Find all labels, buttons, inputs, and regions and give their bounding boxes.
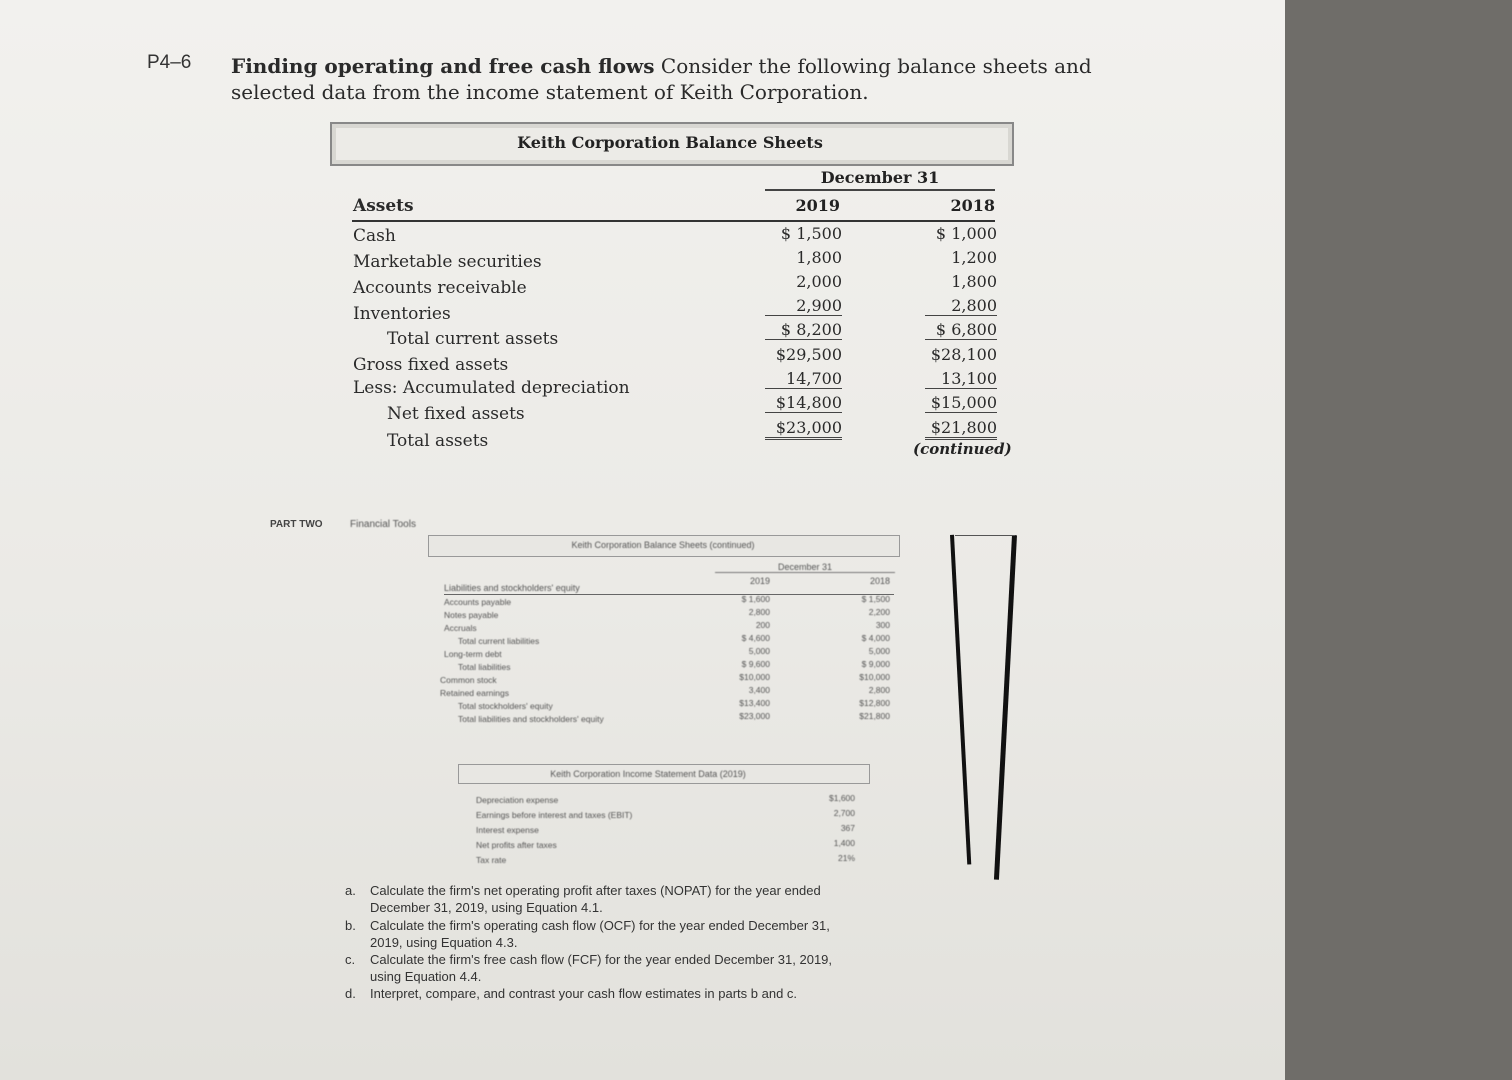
page-edge-top <box>955 535 1015 536</box>
liability-value-2019: $13,400 <box>739 698 770 708</box>
income-row-label: Depreciation expense <box>476 795 559 805</box>
asset-value-2019: 1,800 <box>796 248 842 267</box>
asset-value-2019: 2,000 <box>796 272 842 291</box>
liability-value-2019: $ 9,600 <box>741 659 770 669</box>
liability-value-2019: 5,000 <box>748 646 770 656</box>
liability-value-2019: $ 4,600 <box>741 633 770 643</box>
asset-value-2019: $29,500 <box>775 345 842 364</box>
asset-row-label: Cash <box>353 226 396 246</box>
liability-row-label: Notes payable <box>444 610 499 620</box>
liability-row-label: Retained earnings <box>440 688 509 698</box>
liab-year-2018: 2018 <box>869 576 890 586</box>
liability-row-label: Common stock <box>440 675 497 685</box>
assets-header-rule <box>352 220 995 222</box>
question-text-line2: using Equation 4.4. <box>370 969 482 984</box>
question-letter: c. <box>345 952 356 967</box>
problem-number: P4–6 <box>147 52 192 73</box>
liab-year-2019: 2019 <box>749 576 770 586</box>
liability-row-label: Total liabilities and stockholders' equity <box>458 714 604 724</box>
income-row-value: 21% <box>837 853 855 863</box>
question-letter: b. <box>345 918 356 933</box>
asset-value-2018: $ 1,000 <box>935 224 997 243</box>
income-row-label: Net profits after taxes <box>476 840 557 850</box>
question-text-line1: Calculate the firm's operating cash flow (OCF) for the year ended December 31, <box>370 918 830 933</box>
asset-row-label: Less: Accumulated depreciation <box>353 378 630 398</box>
problem-title-rest: Consider the following balance sheets and <box>660 54 1092 78</box>
liability-row-label: Long-term debt <box>444 649 502 659</box>
asset-row-label: Net fixed assets <box>387 404 525 424</box>
asset-value-2018: 1,800 <box>951 272 997 291</box>
problem-title-line2: selected data from the income statement of Keith Corporation. <box>231 80 869 104</box>
liability-value-2019: 3,400 <box>748 685 770 695</box>
problem-title <box>231 54 1092 78</box>
asset-value-2019: $23,000 <box>765 418 842 440</box>
asset-row-label: Marketable securities <box>353 252 542 272</box>
liability-row-label: Accounts payable <box>444 597 512 607</box>
problem-title-bold: Finding operating and free cash flows <box>231 54 655 78</box>
question-text-line2: 2019, using Equation 4.3. <box>370 935 518 950</box>
asset-row-label: Total assets <box>387 431 489 451</box>
liabilities-title: Keith Corporation Balance Sheets (continued) <box>571 540 755 550</box>
asset-value-2019: $14,800 <box>765 393 842 413</box>
liabilities-period-header: December 31 <box>715 562 895 573</box>
liability-value-2018: $ 1,500 <box>861 594 890 604</box>
liability-value-2019: 2,800 <box>748 607 770 617</box>
asset-row-label: Total current assets <box>387 329 559 349</box>
part-section-label: Financial Tools <box>350 519 416 530</box>
liability-value-2018: $12,800 <box>859 698 890 708</box>
question-text-line1: Calculate the firm's free cash flow (FCF) for the year ended December 31, 2019, <box>370 952 833 967</box>
question-text-line2: December 31, 2019, using Equation 4.1. <box>370 900 603 915</box>
asset-value-2019: 14,700 <box>765 369 842 389</box>
asset-value-2018: 2,800 <box>925 296 997 316</box>
part-label: PART TWO <box>270 519 323 530</box>
liability-value-2018: $ 9,000 <box>861 659 890 669</box>
income-row-label: Interest expense <box>476 825 539 835</box>
asset-value-2019: $ 1,500 <box>780 224 842 243</box>
asset-value-2018: $28,100 <box>930 345 997 364</box>
asset-row-label: Inventories <box>353 304 451 324</box>
income-row-label: Tax rate <box>476 855 507 865</box>
question-text-line1: Calculate the firm's net operating profit after taxes (NOPAT) for the year ended <box>370 883 821 898</box>
income-row-label: Earnings before interest and taxes (EBIT) <box>476 810 633 820</box>
liability-row-label: Total stockholders' equity <box>458 701 553 711</box>
liability-value-2018: $ 4,000 <box>861 633 890 643</box>
question-letter: d. <box>345 986 356 1001</box>
liabilities-section-label: Liabilities and stockholders' equity <box>444 583 580 593</box>
asset-value-2018: $21,800 <box>925 418 997 440</box>
liability-value-2018: 2,800 <box>868 685 890 695</box>
asset-value-2018: 13,100 <box>925 369 997 389</box>
asset-row-label: Gross fixed assets <box>353 355 509 375</box>
asset-value-2018: 1,200 <box>951 248 997 267</box>
year-2018-header: 2018 <box>950 196 995 215</box>
question-letter: a. <box>345 883 356 898</box>
asset-value-2018: $ 6,800 <box>925 320 997 340</box>
liability-value-2019: $ 1,600 <box>741 594 770 604</box>
income-row-value: 2,700 <box>833 808 855 818</box>
period-header: December 31 <box>765 168 995 191</box>
liability-value-2019: $23,000 <box>739 711 770 721</box>
liability-value-2019: 200 <box>755 620 770 630</box>
income-row-value: $1,600 <box>829 793 855 803</box>
income-row-value: 367 <box>840 823 855 833</box>
liability-value-2018: $10,000 <box>859 672 890 682</box>
asset-value-2019: $ 8,200 <box>765 320 842 340</box>
asset-value-2018: $15,000 <box>925 393 997 413</box>
asset-row-label: Accounts receivable <box>353 278 527 298</box>
balance-sheet-title: Keith Corporation Balance Sheets <box>517 133 823 152</box>
liability-value-2018: $21,800 <box>859 711 890 721</box>
liability-row-label: Total liabilities <box>458 662 511 672</box>
assets-section-label: Assets <box>353 196 414 216</box>
income-title: Keith Corporation Income Statement Data (2019) <box>550 769 746 779</box>
liability-value-2018: 300 <box>875 620 890 630</box>
asset-value-2019: 2,900 <box>765 296 842 316</box>
liability-value-2018: 5,000 <box>868 646 890 656</box>
liability-row-label: Accruals <box>444 623 477 633</box>
continued-note: (continued) <box>913 440 1012 458</box>
liability-value-2018: 2,200 <box>868 607 890 617</box>
liability-row-label: Total current liabilities <box>458 636 540 646</box>
liability-value-2019: $10,000 <box>739 672 770 682</box>
question-text-line1: Interpret, compare, and contrast your cash flow estimates in parts b and c. <box>370 986 798 1001</box>
year-2019-header: 2019 <box>795 196 840 215</box>
liabilities-header-rule <box>444 594 894 595</box>
income-row-value: 1,400 <box>833 838 855 848</box>
